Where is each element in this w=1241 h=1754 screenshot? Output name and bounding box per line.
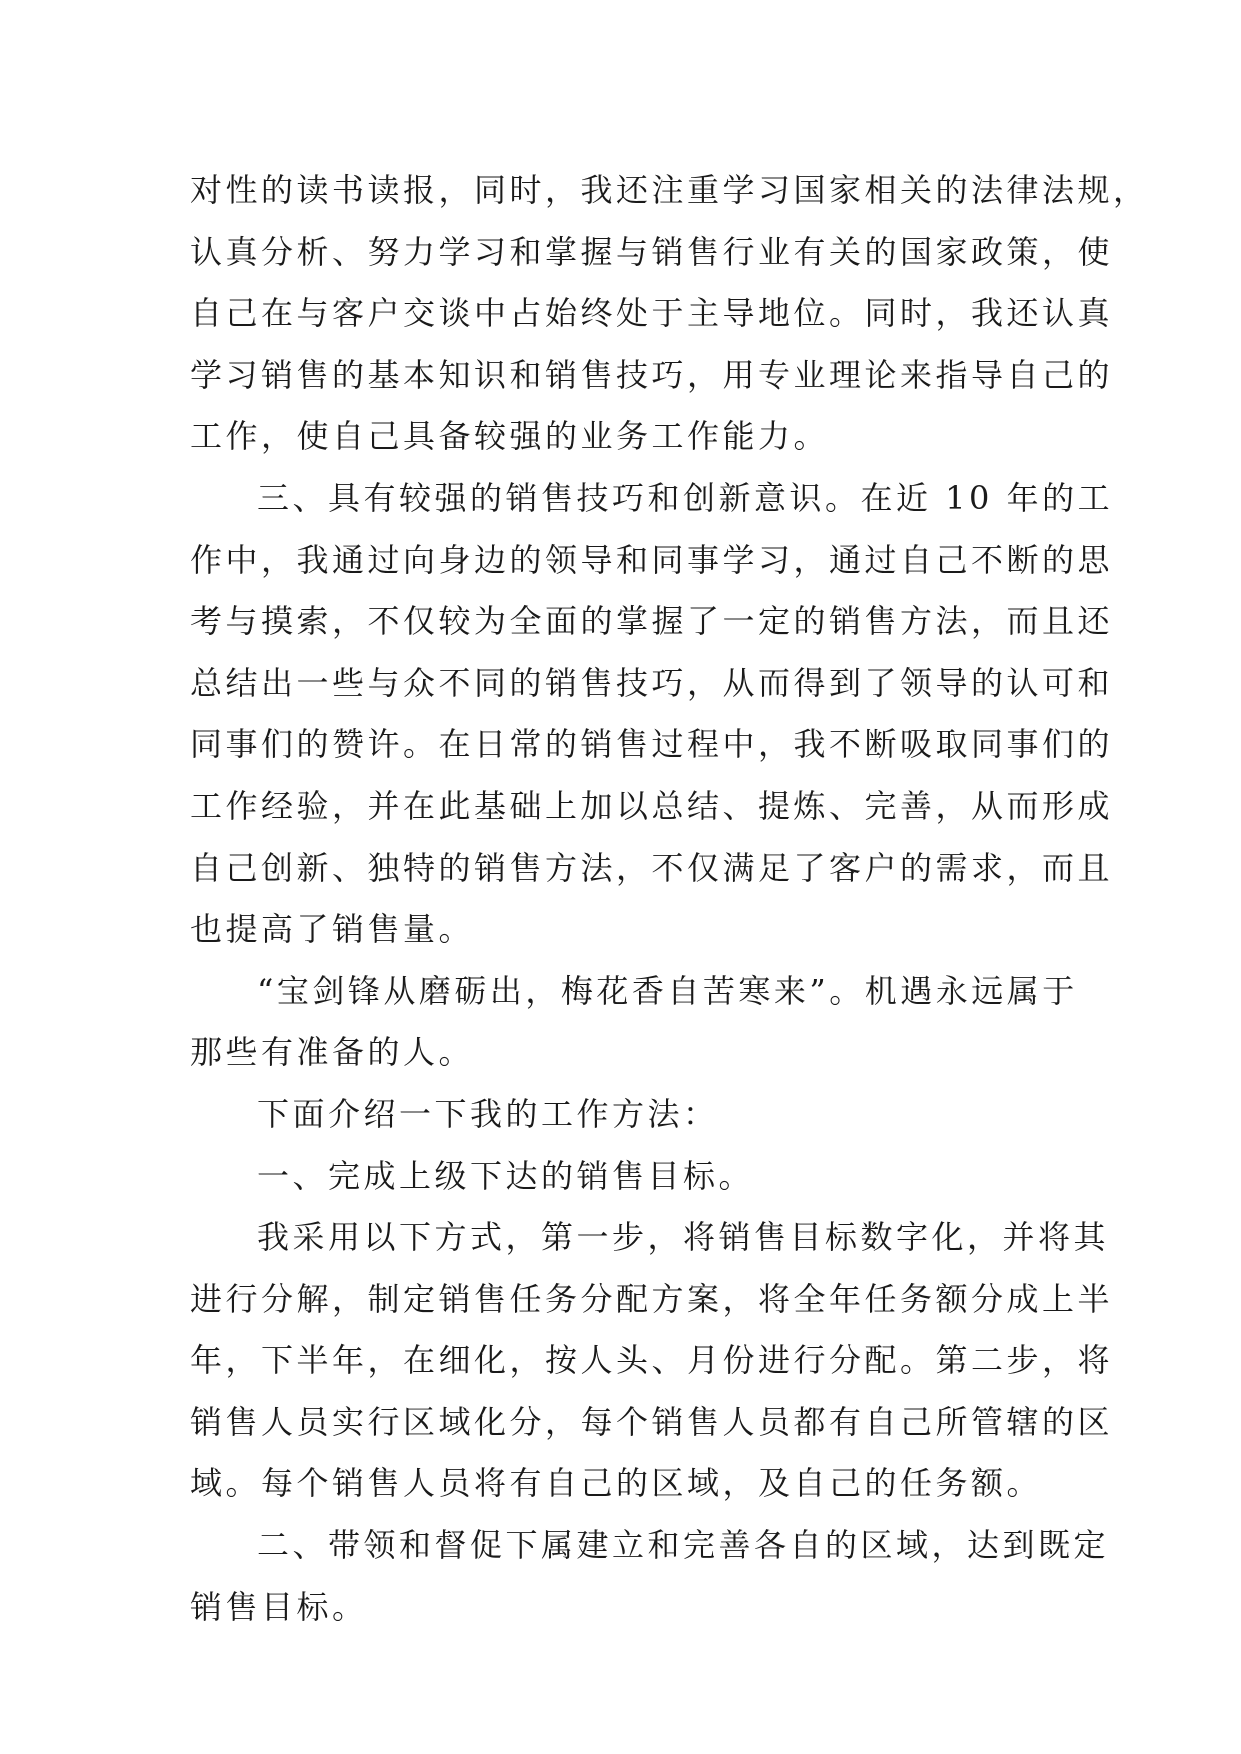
text-line: 认真分析、努力学习和掌握与销售行业有关的国家政策，使 xyxy=(190,232,1114,271)
text-line: 学习销售的基本知识和销售技巧，用专业理论来指导自己的 xyxy=(190,355,1114,394)
text-line: 也提高了销售量。 xyxy=(190,910,475,949)
text-line: 年，下半年，在细化，按人头、月份进行分配。第二步，将 xyxy=(190,1341,1114,1380)
text-line: 销售人员实行区域化分，每个销售人员都有自己所管辖的区 xyxy=(190,1402,1114,1441)
text-line: 自己创新、独特的销售方法，不仅满足了客户的需求，而且 xyxy=(190,848,1114,887)
text-line: 下面介绍一下我的工作方法： xyxy=(257,1094,719,1133)
text-line: 域。每个销售人员将有自己的区域，及自己的任务额。 xyxy=(190,1464,1043,1503)
text-line: 那些有准备的人。 xyxy=(190,1033,475,1072)
text-line: 作中，我通过向身边的领导和同事学习，通过自己不断的思 xyxy=(190,540,1114,579)
text-line: 同事们的赞许。在日常的销售过程中，我不断吸取同事们的 xyxy=(190,725,1114,764)
text-line: 我采用以下方式，第一步，将销售目标数字化，并将其 xyxy=(257,1218,1110,1257)
text-line: 二、带领和督促下属建立和完善各自的区域，达到既定 xyxy=(257,1526,1110,1565)
document-body xyxy=(190,160,1149,1638)
text-line: 一、完成上级下达的销售目标。 xyxy=(257,1156,755,1195)
text-line: 销售目标。 xyxy=(190,1587,368,1626)
text-line: 总结出一些与众不同的销售技巧，从而得到了领导的认可和 xyxy=(190,663,1114,702)
text-line: 考与摸索，不仅较为全面的掌握了一定的销售方法，而且还 xyxy=(190,602,1114,641)
text-line: “宝剑锋从磨砺出，梅花香自苦寒来”。机遇永远属于 xyxy=(257,971,1078,1010)
text-line: 工作经验，并在此基础上加以总结、提炼、完善，从而形成 xyxy=(190,786,1114,825)
text-line: 三、具有较强的销售技巧和创新意识。在近 10 年的工 xyxy=(257,478,1114,517)
text-line: 自己在与客户交谈中占始终处于主导地位。同时，我还认真 xyxy=(190,294,1114,333)
text-line: 工作，使自己具备较强的业务工作能力。 xyxy=(190,417,830,456)
text-line: 进行分解，制定销售任务分配方案，将全年任务额分成上半 xyxy=(190,1279,1114,1318)
text-line: 对性的读书读报，同时，我还注重学习国家相关的法律法规， xyxy=(190,171,1149,209)
